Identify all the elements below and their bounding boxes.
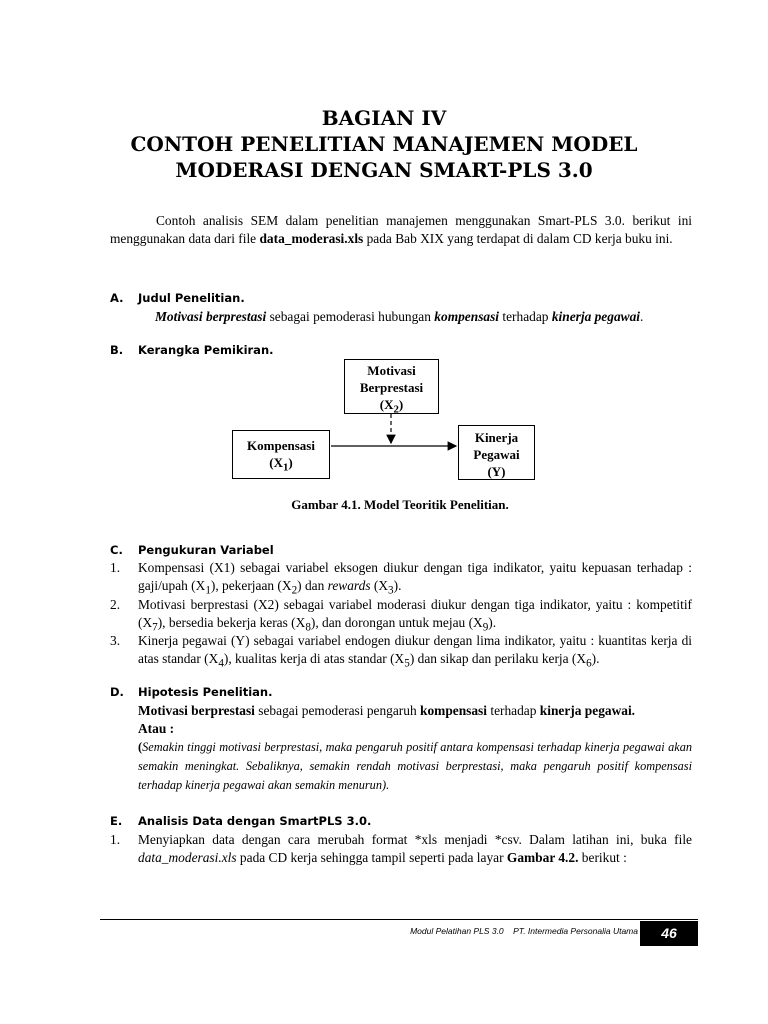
sub: 6 [586, 657, 592, 670]
list-text [138, 632, 692, 673]
section-c-heading [110, 543, 274, 557]
list-number: 1. [110, 560, 121, 575]
section-e-letter: E. [110, 814, 123, 828]
dependent-code: (Y) [487, 464, 506, 479]
var-independent: kompensasi [434, 309, 500, 324]
section-e-heading [110, 814, 371, 828]
text: ), kualitas kerja di atas standar (X [223, 651, 405, 666]
moderator-label: Motivasi [367, 363, 416, 378]
list-number: 3. [110, 633, 121, 648]
page-number: 46 [640, 921, 698, 946]
sub: 3 [388, 584, 394, 597]
text: ). [393, 578, 402, 593]
chapter-subtitle-line1: CONTOH PENELITIAN MANAJEMEN MODEL [130, 132, 638, 156]
text: terhadap [487, 703, 540, 718]
code-text: ) [398, 397, 404, 412]
text: ). [591, 651, 600, 666]
section-c-letter: C. [110, 543, 123, 557]
text: Kompensasi (X1) sebagai variabel eksogen diukur dengan tiga indikator, yaitu kepuasan terhadap : gaji/upah (X [138, 560, 692, 593]
research-title-text: terhadap [499, 309, 552, 324]
dependent-box [458, 425, 535, 480]
code-text: (X [379, 397, 394, 412]
text: Motivasi berprestasi (X2) sebagai variabel moderasi diukur dengan tiga indikator, yaitu : kompetitif (X [138, 597, 692, 630]
text: ), pekerjaan (X [210, 578, 292, 593]
code-sub: 1 [282, 461, 289, 474]
sub: 9 [482, 621, 489, 634]
research-title-text: sebagai pemoderasi hubungan [266, 309, 435, 324]
code-text: ) [288, 455, 293, 470]
paren: ( [138, 740, 143, 754]
section-d-title: Hipotesis Penelitian. [138, 685, 273, 699]
text: ). [488, 615, 497, 630]
atau-label: Atau : [138, 721, 175, 736]
text: Menyiapkan data dengan cara merubah format *xls menjadi *csv. Dalam latihan ini, buka file [138, 832, 692, 847]
code-text: (X [269, 455, 283, 470]
intro-filename: data_moderasi.xls [259, 231, 364, 246]
sub: 8 [305, 621, 311, 634]
sub: 1 [205, 584, 211, 597]
section-c-title: Pengukuran Variabel [138, 543, 274, 557]
independent-box [232, 430, 330, 479]
sub: 2 [291, 584, 298, 597]
moderator-code [345, 396, 438, 419]
footer-text [410, 926, 638, 936]
independent-label: Kompensasi [247, 438, 315, 453]
footer-org: PT. Intermedia Personalia Utama [513, 926, 638, 936]
list-text [138, 559, 692, 600]
moderator-box [344, 359, 439, 414]
independent-code [233, 454, 329, 477]
section-b-letter: B. [110, 343, 124, 357]
list-text [138, 596, 692, 637]
text: ), dan dorongan untuk mejau (X [310, 615, 483, 630]
footer-module: Modul Pelatihan PLS 3.0 [410, 926, 504, 936]
filename: data_moderasi.xls [138, 850, 237, 865]
text: Kinerja pegawai (Y) sebagai variabel endogen diukur dengan lima indikator, yaitu : kuantitas kerja di atas standar (X [138, 633, 692, 666]
intro-text: Contoh analisis SEM dalam penelitian manajemen menggunakan Smart-PLS 3.0. berikut ini menggunakan data dari file [110, 213, 692, 246]
list-number: 1. [110, 832, 121, 847]
text: sebagai pemoderasi pengaruh [254, 703, 421, 718]
section-b-title: Kerangka Pemikiran. [138, 343, 274, 357]
text: pada CD kerja sehingga tampil seperti pada layar [236, 850, 507, 865]
list-text [138, 831, 692, 867]
hypothesis-line [138, 702, 692, 720]
text: ) dan [297, 578, 328, 593]
section-a-letter: A. [110, 291, 124, 305]
dependent-label: Pegawai [473, 447, 520, 462]
section-a-title: Judul Penelitian. [138, 291, 245, 305]
text: (X [370, 578, 389, 593]
dependent-label: Kinerja [474, 430, 519, 445]
chapter-title: BAGIAN IV [321, 106, 447, 130]
section-e-title: Analisis Data dengan SmartPLS 3.0. [138, 814, 372, 828]
section-d-letter: D. [110, 685, 124, 699]
hypothesis-text: Semakin tinggi motivasi berprestasi, maka pengaruh positif antara kompensasi terhadap kinerja pegawai akan semakin meningkat. Sebaliknya, semakin rendah motivasi berprestasi, maka pengaruh positif kompensasi terhadap kinerja pegawai akan semakin menurun). [138, 740, 692, 792]
var-moderator: Motivasi berprestasi [155, 309, 267, 324]
intro-text-end: pada Bab XIX yang terdapat di dalam CD kerja buku ini. [363, 231, 673, 246]
chapter-subtitle-line2: MODERASI DENGAN SMART-PLS 3.0 [175, 158, 593, 182]
sub: 5 [404, 657, 410, 670]
text: berikut : [578, 850, 627, 865]
research-title-text: . [640, 309, 644, 324]
list-number: 2. [110, 597, 121, 612]
figure-caption: Gambar 4.1. Model Teoritik Penelitian. [291, 497, 509, 512]
var-moderator: Motivasi berprestasi [138, 703, 255, 718]
moderator-label: Berprestasi [359, 380, 424, 395]
var-independent: kompensasi [420, 703, 487, 718]
section-d-heading [110, 685, 273, 699]
var-dependent: kinerja pegawai. [539, 703, 636, 718]
text: ), bersedia bekerja keras (X [157, 615, 306, 630]
text: ) dan sikap dan perilaku kerja (X [409, 651, 587, 666]
sub: 4 [218, 657, 224, 670]
sub: 7 [152, 621, 158, 634]
code-sub: 2 [393, 403, 399, 416]
var-dependent: kinerja pegawai [551, 309, 640, 324]
figure-ref: Gambar 4.2. [506, 850, 579, 865]
hypothesis-detail [138, 738, 692, 795]
italic-term: rewards [327, 578, 371, 593]
footer-rule [100, 919, 698, 920]
